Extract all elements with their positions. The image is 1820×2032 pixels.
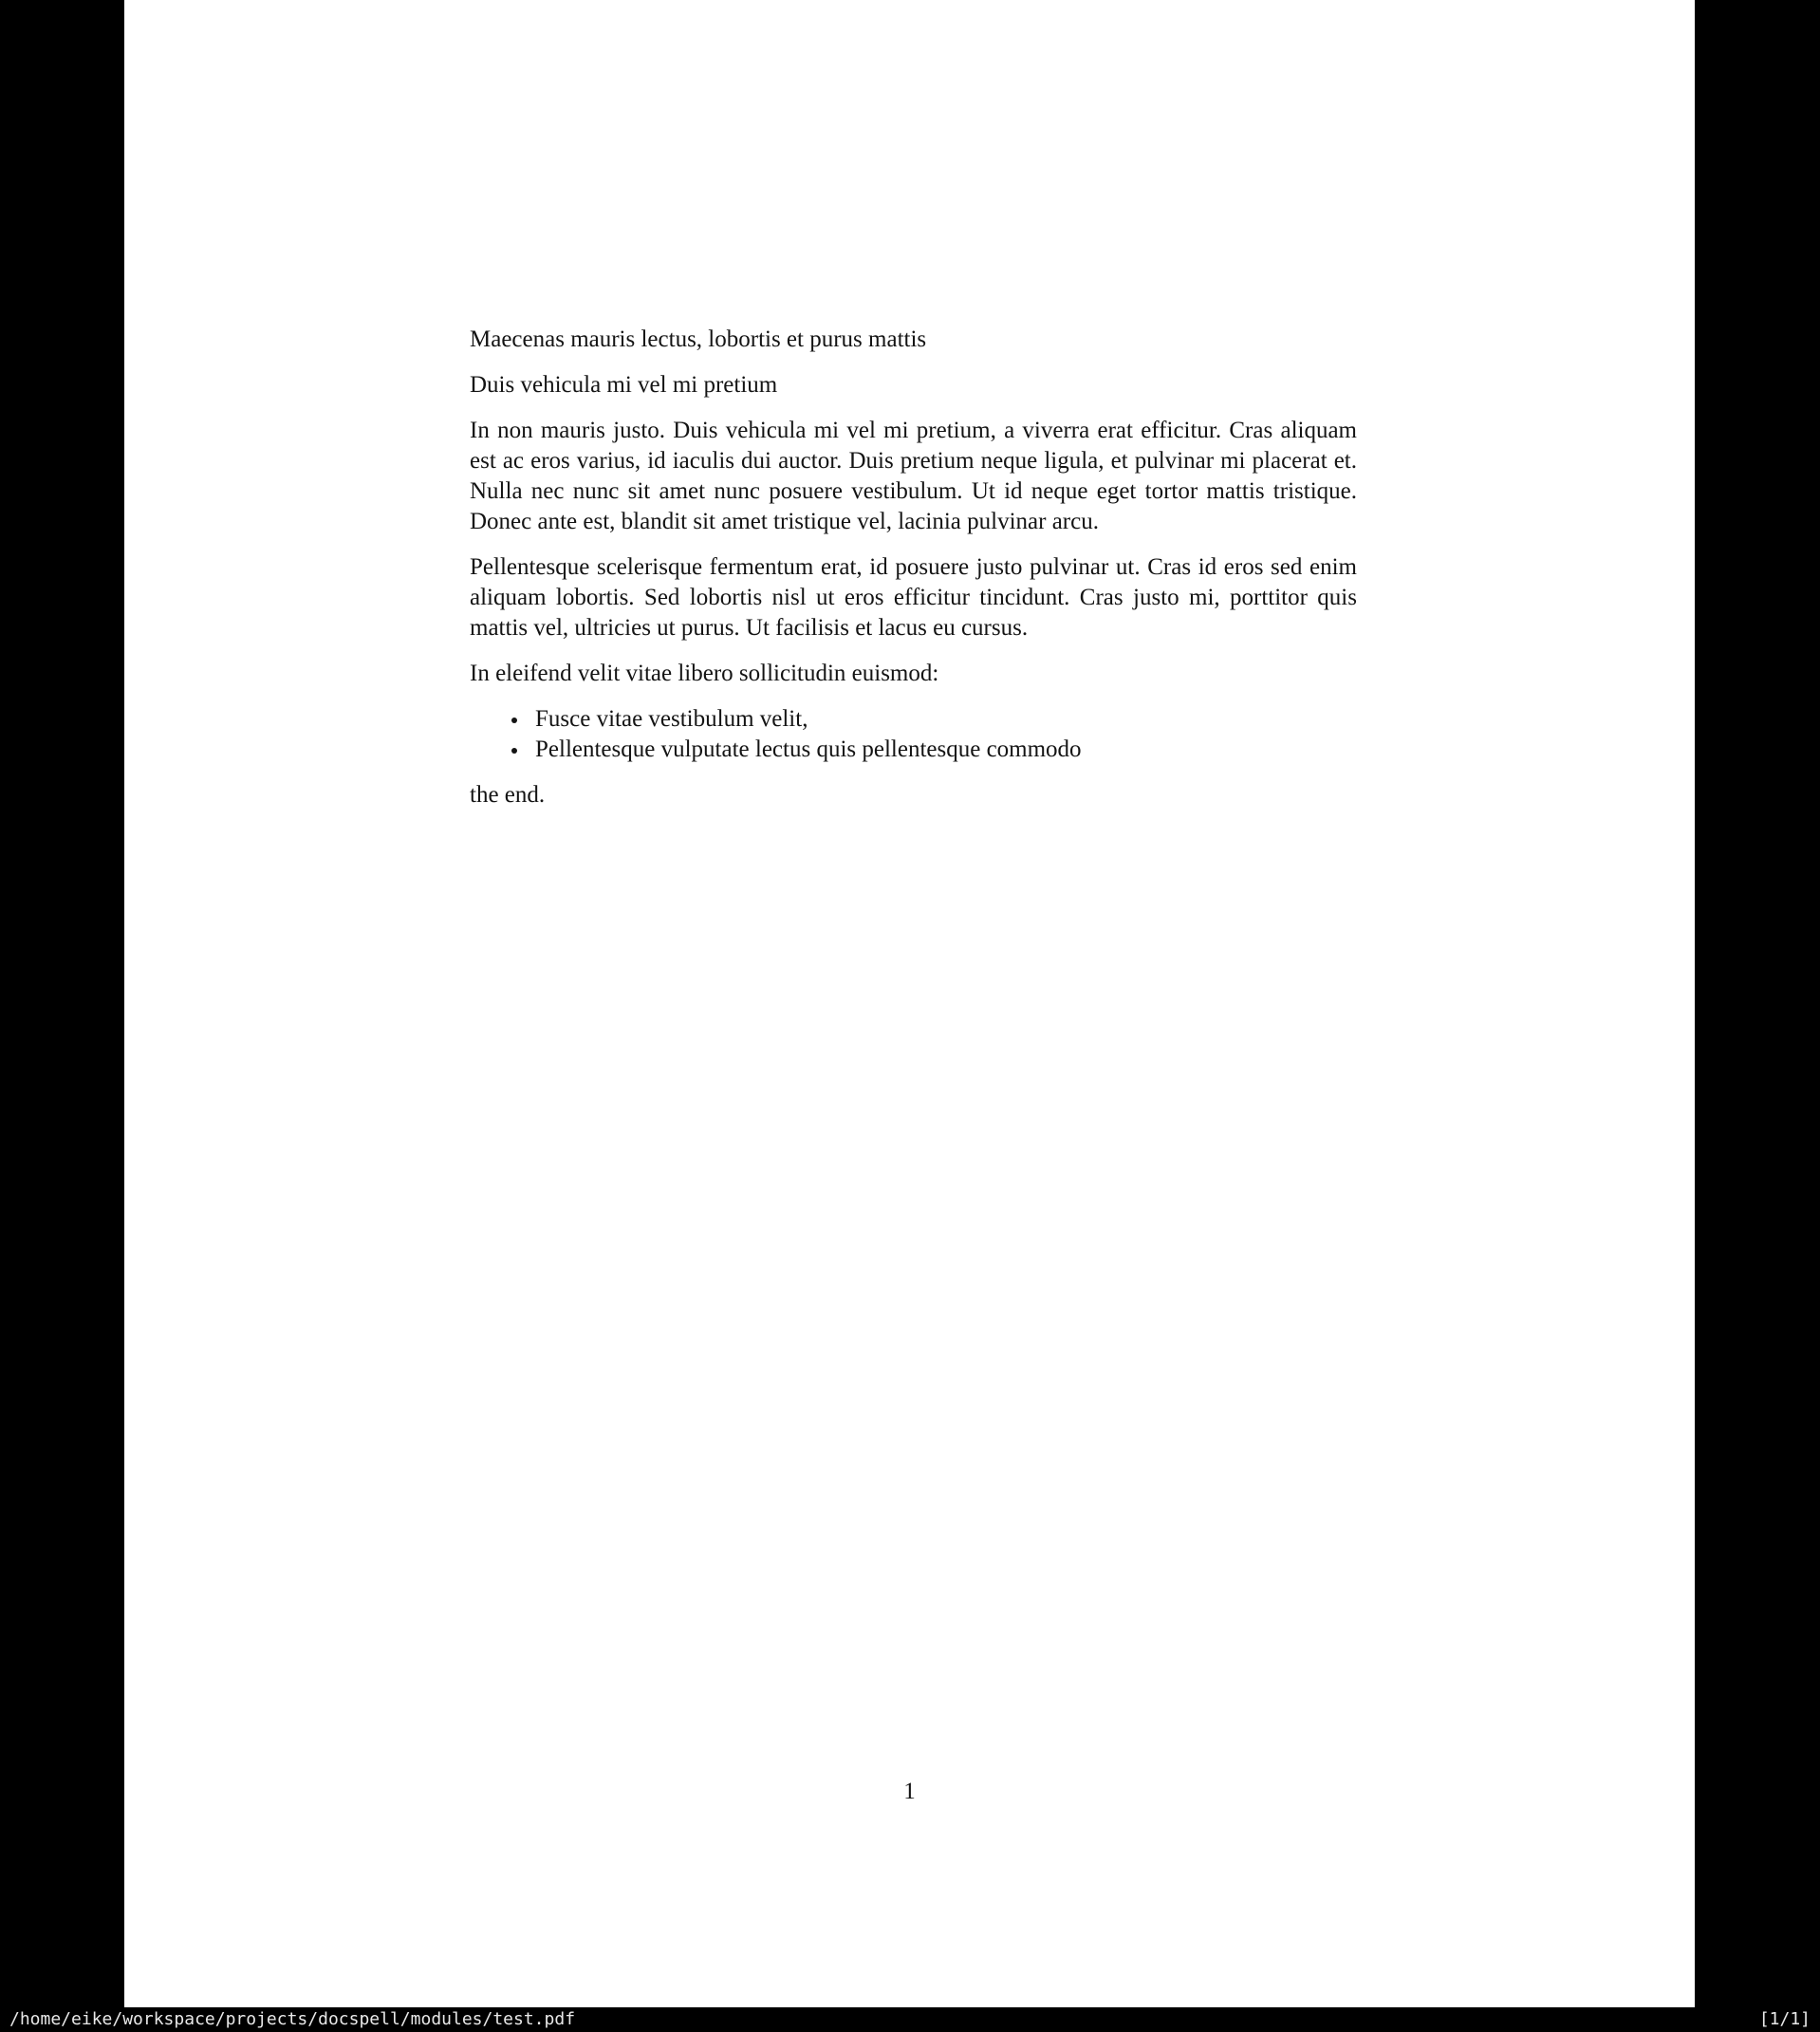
status-bar [0, 2007, 1820, 2032]
page-text-block [470, 325, 1357, 826]
pdf-page [124, 0, 1695, 2007]
list-item: • Fusce vitae vestibulum velit, [529, 704, 1357, 735]
paragraph: Duis vehicula mi vel mi pretium [470, 372, 778, 398]
paragraph: In eleifend velit vitae libero sollicitudin euismod: [470, 661, 939, 686]
list-item: • Pellentesque vulputate lectus quis pellentesque commodo [529, 735, 1357, 765]
paragraph: Pellentesque scelerisque fermentum erat, id posuere justo pulvinar ut. Cras id eros sed enim aliquam lobortis. Sed lobortis nisl ut eros efficitur tincidunt. Cras justo mi, porttitor quis mattis vel, ultricies ut purus. Ut facilisis et lacus eu cursus. [470, 554, 1357, 641]
page-indicator: [1/1] [1758, 2009, 1811, 2029]
file-path: /home/eike/workspace/projects/docspell/modules/test.pdf [9, 2009, 576, 2029]
paragraph: In non mauris justo. Duis vehicula mi vel mi pretium, a viverra erat efficitur. Cras aliquam est ac eros varius, id iaculis dui auctor. Duis pretium neque ligula, et pulvinar mi placerat et. Nulla nec nunc sit amet nunc posuere vestibulum. Ut id neque eget tortor mattis tristique. Donec ante est, blandit sit amet tristique vel, lacinia pulvinar arcu. [470, 418, 1357, 534]
bullet-list [470, 704, 1357, 765]
page-number: 1 [903, 1779, 916, 1804]
paragraph: Maecenas mauris lectus, lobortis et purus mattis [470, 326, 927, 352]
closing-paragraph: the end. [470, 782, 546, 808]
